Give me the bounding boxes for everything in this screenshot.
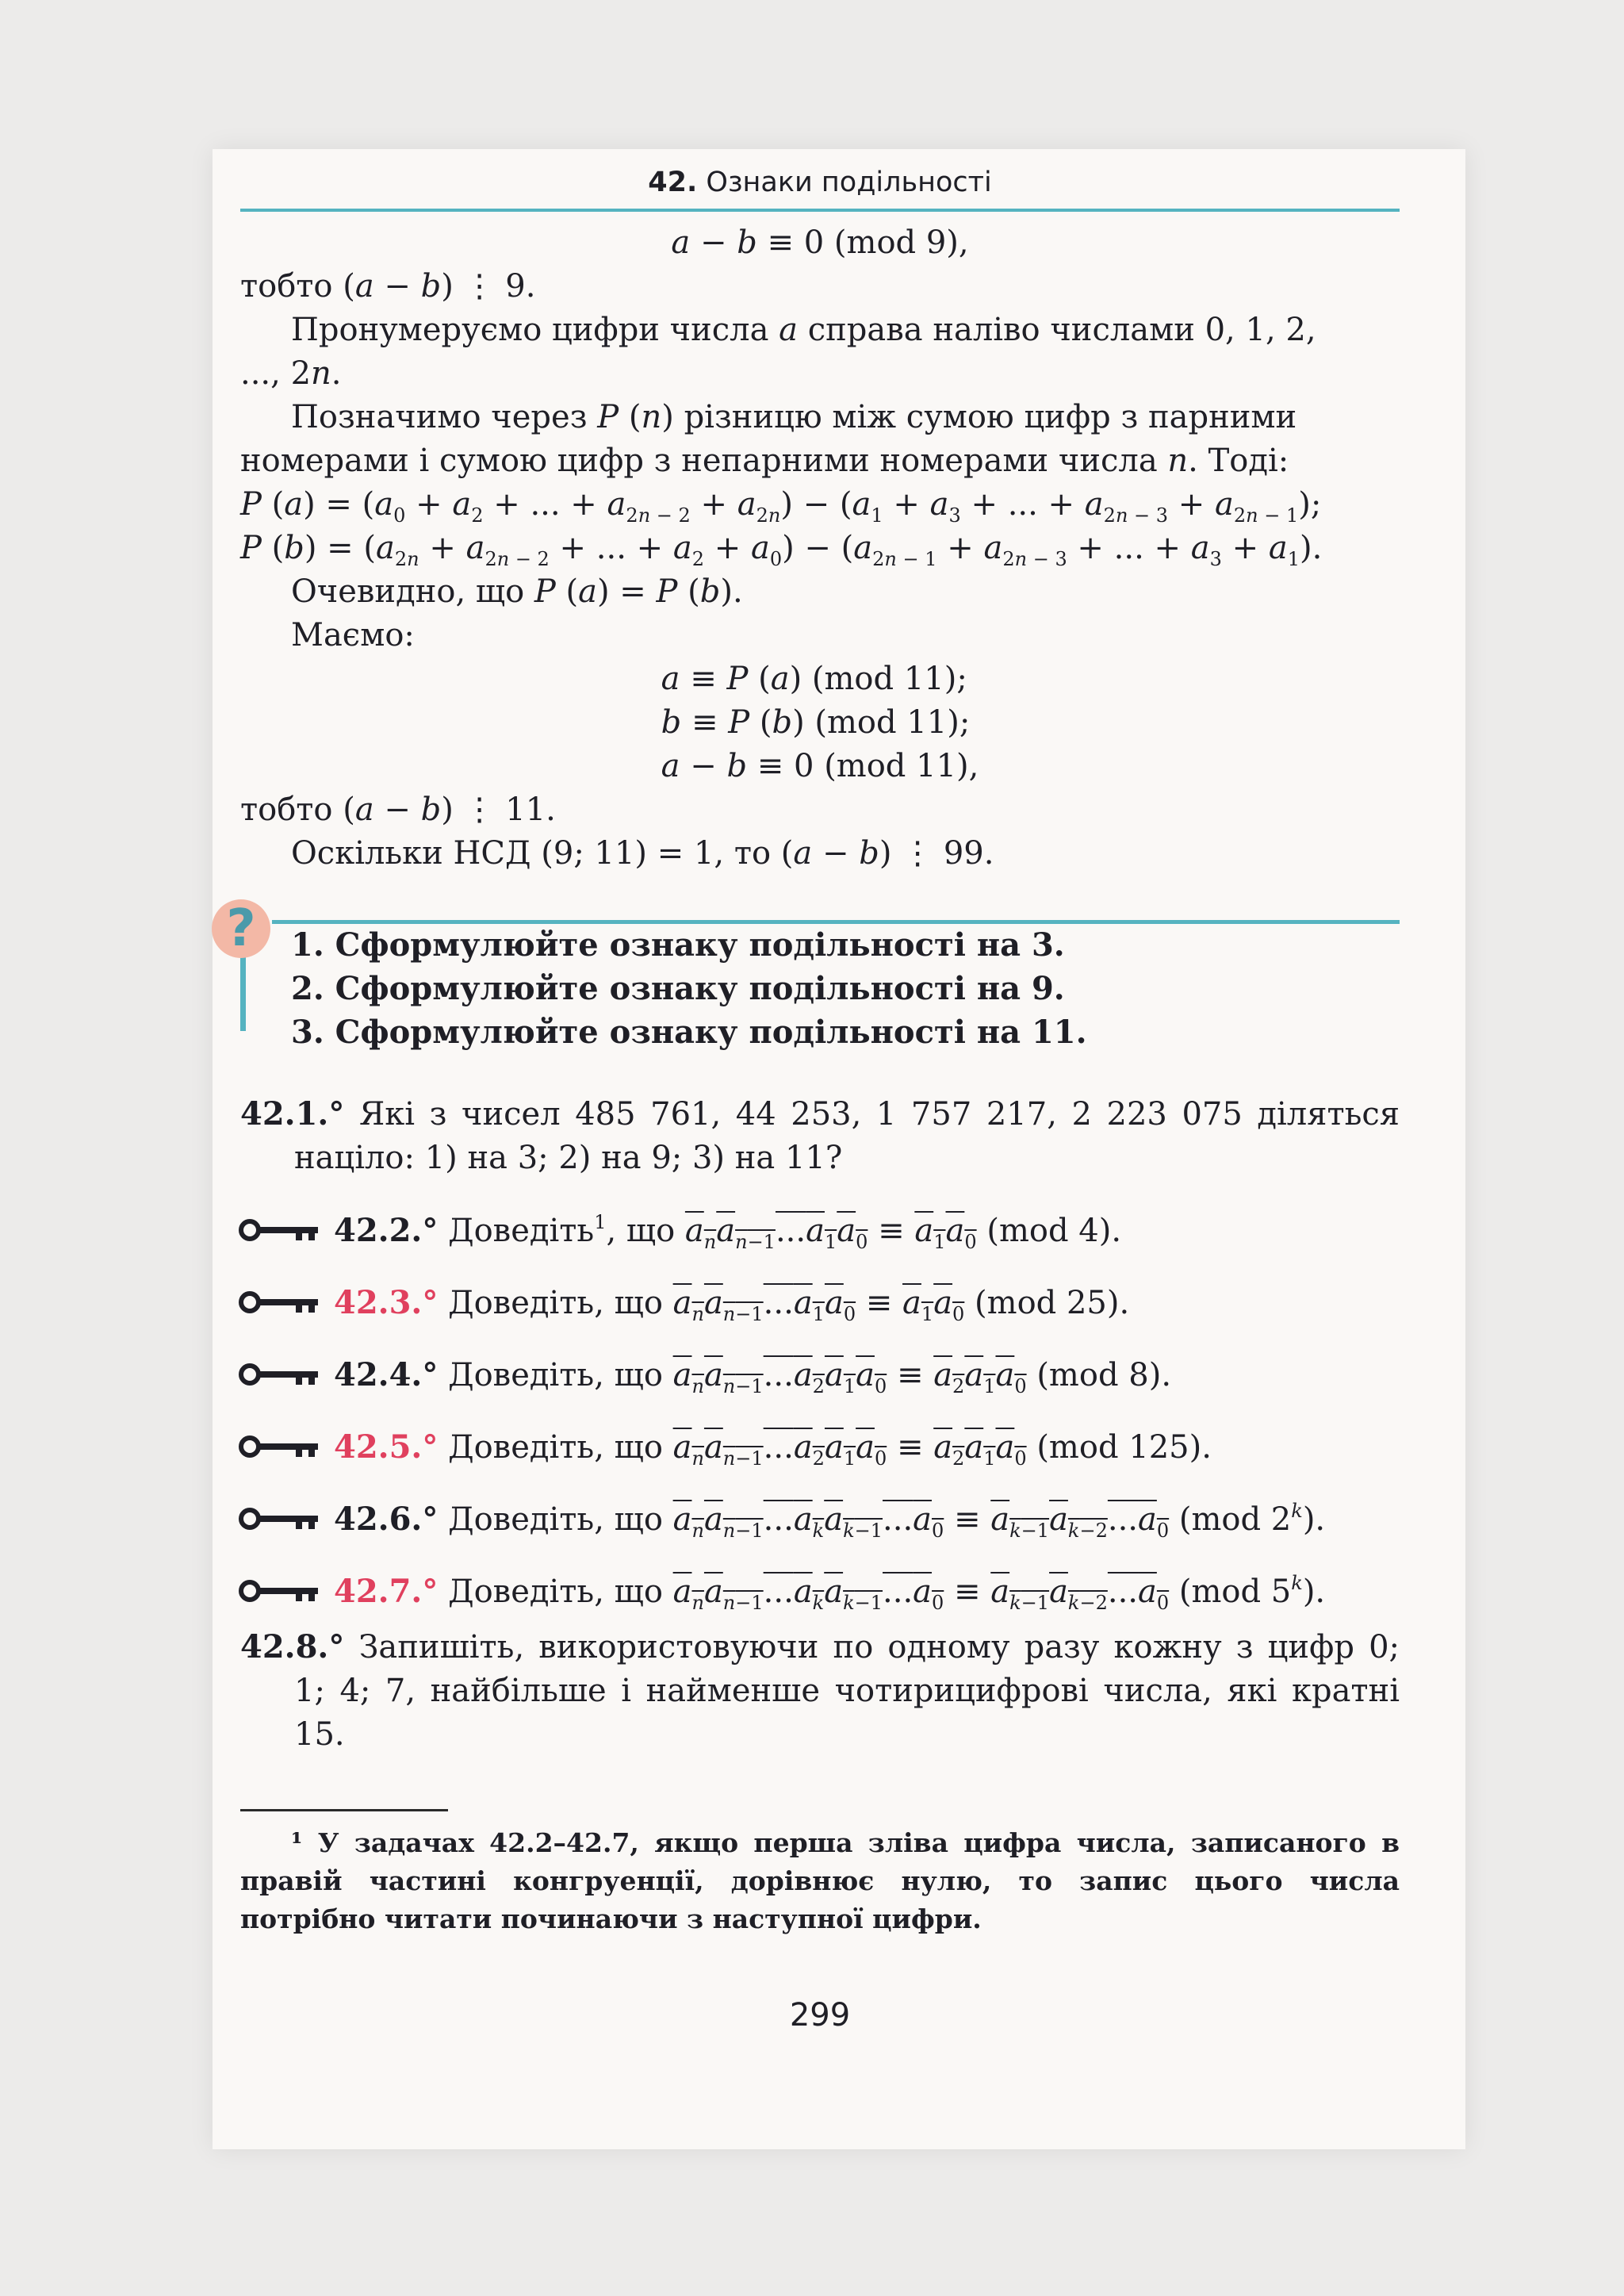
footnote-rule	[240, 1809, 448, 1811]
proof-line: Очевидно, що P (a) = P (b).	[291, 573, 743, 610]
running-header	[240, 163, 1400, 204]
key-icon	[239, 1290, 320, 1314]
review-questions	[226, 899, 1400, 1054]
key-icon	[239, 1435, 320, 1458]
formula-pb: P $(b) = (a_{2n} + a_{2n - 2}$ + ... + $a_2 + a_0) - (a_{2n - 1} + a_{2n - 3}$ + ... + $a_3 + a_1$).	[240, 530, 1323, 570]
footnote: ¹ У задачах 42.2–42.7, якщо перша зліва цифра числа, записаного в правій частині конгруенції, дорівнює нулю, то запис цього числа потрібно читати починаючи з наступної цифри.	[240, 1827, 1400, 1934]
proof-line: тобто (a − b) ⋮ 11.	[240, 792, 556, 828]
section-title: Ознаки подільності	[706, 167, 992, 198]
formula-pa: P $(a) = (a_0 + a_2$ + ... + $a_{2n - 2} + a_{2n}) - (a_1 + a_3$ + ... + $a_{2n - 3} + a_{2n - 1}$);	[240, 486, 1322, 527]
key-icon	[239, 1507, 320, 1531]
exercise-42-1: 42.1.° Які з чисел 485 761, 44 253, 1 757 217, 2 223 075 діляться націло: 1) на 3; 2) на 9; 3) на 11?	[240, 1095, 1400, 1176]
header-rule	[240, 209, 1400, 212]
exercise-42-6: 42.6.° Доведіть, що $a_na_{n-1}...a_ka_{k-1}...a_0 \equiv a_{k-1}a_{k-2}...a_0$ (mod 2$^k$).	[240, 1497, 1400, 1570]
formula-mod9: a − b ≡ 0 (mod 9),	[671, 224, 969, 261]
page-number: 299	[789, 1997, 851, 2033]
formula-system: a ≡ P (a) (mod 11); b ≡ P (b) (mod 11); a − b ≡ 0 (mod 11),	[661, 661, 979, 784]
proof-line: Маємо:	[291, 617, 415, 654]
question-item: 3. Сформулюйте ознаку подільності на 11.	[291, 1014, 1087, 1051]
question-mark-icon: ?	[212, 899, 270, 958]
exercise-42-4: 42.4.° Доведіть, що $a_na_{n-1}...a_2a_1a_0 \equiv a_2a_1a_0$ (mod 8).	[240, 1353, 1400, 1425]
proof-paragraph: Позначимо через P (n) різницю між сумою цифр з парними	[291, 399, 1297, 435]
proof-conclusion: Оскільки НСД (9; 11) = 1, то (a − b) ⋮ 99.	[291, 835, 994, 872]
key-icon	[239, 1363, 320, 1386]
questions-rule	[272, 920, 1400, 924]
exercise-42-8: 42.8.° Запишіть, використовуючи по одному разу кожну з цифр 0; 1; 4; 7, найбільше і найменше чотирицифрові числа, які кратні 15.	[240, 1628, 1400, 1753]
page-content	[226, 163, 1400, 2037]
question-item: 2. Сформулюйте ознаку подільності на 9.	[291, 970, 1065, 1007]
question-item: 1. Сформулюйте ознаку подільності на 3.	[291, 926, 1065, 964]
proof-line: тобто (a − b) ⋮ 9.	[240, 268, 536, 305]
exercise-42-7: 42.7.° Доведіть, що $a_na_{n-1}...a_ka_{k-1}...a_0 \equiv a_{k-1}a_{k-2}...a_0$ (mod 5$^k$).	[240, 1570, 1400, 1625]
key-icon	[239, 1218, 320, 1242]
key-icon	[239, 1579, 320, 1603]
proof-paragraph: Пронумеруємо цифри числа a справа наліво числами 0, 1, 2,	[291, 312, 1316, 348]
exercise-42-5: 42.5.° Доведіть, що $a_na_{n-1}...a_2a_1a_0 \equiv a_2a_1a_0$ (mod 125).	[240, 1425, 1400, 1497]
proof-line: ..., 2n.	[240, 355, 342, 392]
exercise-42-3: 42.3.° Доведіть, що $a_na_{n-1}...a_1a_0 \equiv a_1a_0$ (mod 25).	[240, 1281, 1400, 1353]
section-number: 42.	[648, 167, 698, 198]
proof-line: номерами і сумою цифр з непарними номерами числа n. Тоді:	[240, 443, 1289, 479]
exercise-42-2: 42.2.° Доведіть$^1$, що $a_na_{n-1}...a_1a_0 \equiv a_1a_0$ (mod 4).	[240, 1209, 1400, 1281]
